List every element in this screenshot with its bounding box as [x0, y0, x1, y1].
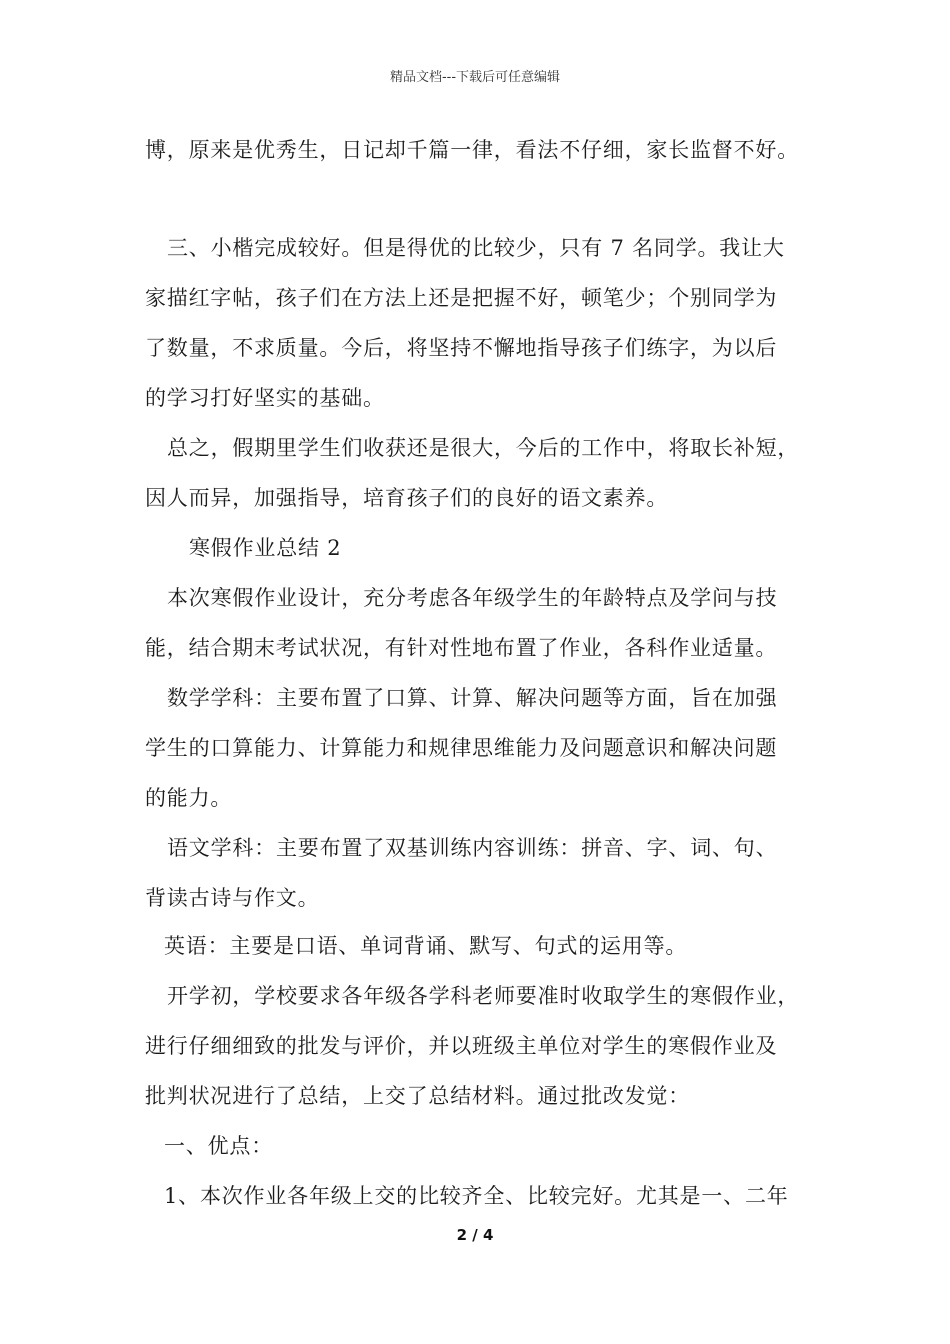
text-line: 1、本次作业各年级上交的比较齐全、比较完好。尤其是一、二年 [164, 1184, 789, 1208]
text-line: 博，原来是优秀生，日记却千篇一律，看法不仔细，家长监督不好。 [145, 138, 799, 162]
text-line: 因人而异，加强指导，培育孩子们的良好的语文素养。 [145, 486, 669, 510]
text-line: 背读古诗与作文。 [145, 886, 320, 910]
text-line: 学生的口算能力、计算能力和规律思维能力及问题意识和解决问题 [145, 736, 778, 760]
text-line: 的能力。 [145, 786, 233, 810]
page-header: 精品文档---下载后可任意编辑 [389, 70, 561, 85]
text-line: 一、优点： [164, 1134, 273, 1158]
text-line: 开学初，学校要求各年级各学科老师要准时收取学生的寒假作业， [167, 984, 800, 1008]
text-line: 批判状况进行了总结，上交了总结材料。通过批改发觉： [145, 1084, 690, 1108]
page-number: 2 / 4 [456, 1226, 494, 1244]
text-line: 了数量，不求质量。今后，将坚持不懈地指导孩子们练字，为以后 [145, 336, 778, 360]
text-line: 进行仔细细致的批发与评价，并以班级主单位对学生的寒假作业及 [145, 1034, 778, 1058]
section-heading: 寒假作业总结 2 [189, 536, 342, 560]
text-line: 的学习打好坚实的基础。 [145, 386, 385, 410]
text-line: 英语：主要是口语、单词背诵、默写、句式的运用等。 [164, 934, 688, 958]
text-line: 三、小楷完成较好。但是得优的比较少，只有 7 名同学。我让大 [167, 236, 785, 260]
text-line: 数学学科：主要布置了口算、计算、解决问题等方面，旨在加强 [167, 686, 778, 710]
text-line: 家描红字帖，孩子们在方法上还是把握不好，顿笔少；个别同学为 [145, 286, 778, 310]
text-line: 总之，假期里学生们收获还是很大，今后的工作中，将取长补短， [167, 436, 800, 460]
text-line: 能，结合期末考试状况，有针对性地布置了作业，各科作业适量。 [145, 636, 778, 660]
text-line: 本次寒假作业设计，充分考虑各年级学生的年龄特点及学问与技 [167, 586, 778, 610]
text-line: 语文学科：主要布置了双基训练内容训练：拼音、字、词、句、 [167, 836, 778, 860]
